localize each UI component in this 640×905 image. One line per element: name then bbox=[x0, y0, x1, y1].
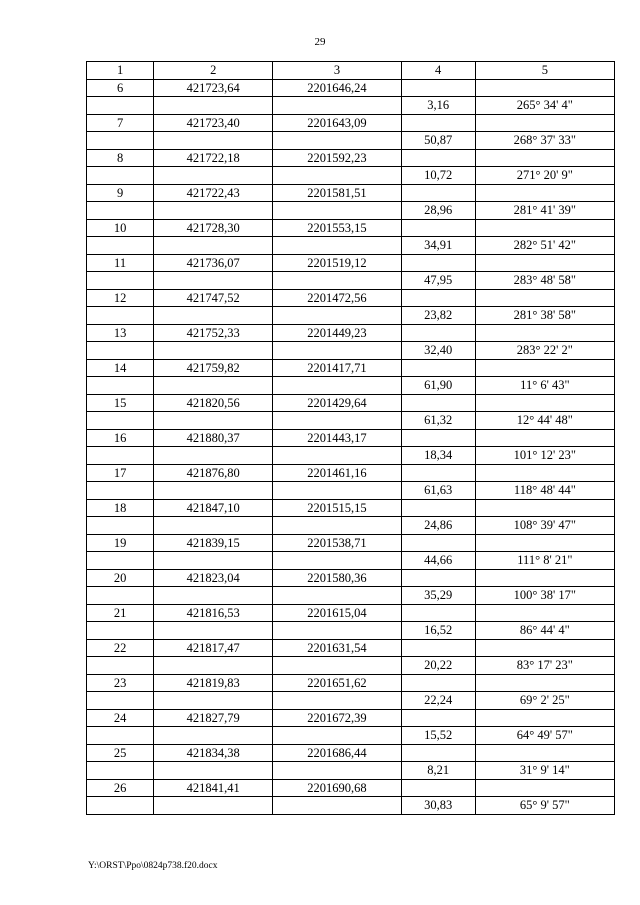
table-cell: 101° 12' 23" bbox=[475, 447, 614, 465]
table-cell: 2201686,44 bbox=[273, 744, 401, 762]
table-row bbox=[87, 342, 615, 360]
table-cell bbox=[273, 797, 401, 815]
table-cell bbox=[154, 237, 273, 255]
table-row bbox=[87, 797, 615, 815]
table-cell: 12° 44' 48" bbox=[475, 412, 614, 430]
table-cell: 421759,82 bbox=[154, 359, 273, 377]
table-cell: 2201443,17 bbox=[273, 429, 401, 447]
table-cell bbox=[87, 552, 154, 570]
table-cell: 50,87 bbox=[401, 132, 475, 150]
table-row bbox=[87, 587, 615, 605]
table-cell bbox=[401, 79, 475, 97]
table-cell bbox=[273, 272, 401, 290]
table-cell: 21 bbox=[87, 604, 154, 622]
table-row bbox=[87, 254, 615, 272]
table-cell: 2201615,04 bbox=[273, 604, 401, 622]
table-cell: 20 bbox=[87, 569, 154, 587]
table-cell bbox=[475, 324, 614, 342]
table-row bbox=[87, 429, 615, 447]
table-row bbox=[87, 149, 615, 167]
table-cell: 421834,38 bbox=[154, 744, 273, 762]
table-cell bbox=[154, 202, 273, 220]
table-cell: 268° 37' 33" bbox=[475, 132, 614, 150]
table-cell: 18 bbox=[87, 499, 154, 517]
table-cell: 11° 6' 43" bbox=[475, 377, 614, 395]
table-cell bbox=[154, 797, 273, 815]
table-cell bbox=[273, 132, 401, 150]
table-cell: 22 bbox=[87, 639, 154, 657]
table-cell bbox=[154, 132, 273, 150]
table-row bbox=[87, 289, 615, 307]
table-cell: 2201417,71 bbox=[273, 359, 401, 377]
table-cell bbox=[401, 429, 475, 447]
table-cell bbox=[87, 342, 154, 360]
table-cell: 421723,64 bbox=[154, 79, 273, 97]
table-row bbox=[87, 359, 615, 377]
table-row bbox=[87, 744, 615, 762]
table-cell: 2201553,15 bbox=[273, 219, 401, 237]
table-cell: 3,16 bbox=[401, 97, 475, 115]
table-cell: 10 bbox=[87, 219, 154, 237]
table-cell bbox=[401, 184, 475, 202]
table-cell: 64° 49' 57" bbox=[475, 727, 614, 745]
table-cell: 2201461,16 bbox=[273, 464, 401, 482]
table-cell bbox=[87, 517, 154, 535]
column-header: 5 bbox=[475, 62, 614, 80]
table-cell bbox=[154, 482, 273, 500]
table-cell: 2201631,54 bbox=[273, 639, 401, 657]
table-cell bbox=[475, 639, 614, 657]
table-cell: 65° 9' 57" bbox=[475, 797, 614, 815]
table-row bbox=[87, 412, 615, 430]
table-cell: 282° 51' 42" bbox=[475, 237, 614, 255]
table-header-row bbox=[87, 62, 615, 80]
table-cell bbox=[401, 219, 475, 237]
table-cell: 8 bbox=[87, 149, 154, 167]
table-row bbox=[87, 762, 615, 780]
table-cell bbox=[273, 692, 401, 710]
table-cell: 421880,37 bbox=[154, 429, 273, 447]
table-cell bbox=[401, 674, 475, 692]
table-cell: 2201672,39 bbox=[273, 709, 401, 727]
table-row bbox=[87, 219, 615, 237]
table-cell: 281° 41' 39" bbox=[475, 202, 614, 220]
table-cell: 421722,18 bbox=[154, 149, 273, 167]
table-cell: 2201449,23 bbox=[273, 324, 401, 342]
table-cell: 7 bbox=[87, 114, 154, 132]
table-cell bbox=[273, 167, 401, 185]
table-cell bbox=[154, 307, 273, 325]
table-header bbox=[87, 62, 615, 80]
table-cell bbox=[475, 79, 614, 97]
table-cell bbox=[401, 289, 475, 307]
column-header: 4 bbox=[401, 62, 475, 80]
table-cell bbox=[87, 132, 154, 150]
table-row bbox=[87, 692, 615, 710]
footer-file-path: Y:\ORST\Ppo\0824p738.f20.docx bbox=[88, 861, 218, 871]
table-row bbox=[87, 324, 615, 342]
table-cell: 34,91 bbox=[401, 237, 475, 255]
table-cell: 69° 2' 25" bbox=[475, 692, 614, 710]
table-cell bbox=[273, 412, 401, 430]
coordinates-table bbox=[86, 61, 615, 815]
table-cell: 30,83 bbox=[401, 797, 475, 815]
table-cell: 31° 9' 14" bbox=[475, 762, 614, 780]
table-cell: 118° 48' 44" bbox=[475, 482, 614, 500]
table-cell bbox=[273, 552, 401, 570]
table-cell: 26 bbox=[87, 779, 154, 797]
table-cell: 2201651,62 bbox=[273, 674, 401, 692]
table-cell bbox=[401, 464, 475, 482]
table-cell: 23 bbox=[87, 674, 154, 692]
table-cell bbox=[475, 184, 614, 202]
table-row bbox=[87, 657, 615, 675]
table-cell: 421876,80 bbox=[154, 464, 273, 482]
table-cell: 283° 22' 2" bbox=[475, 342, 614, 360]
table-cell bbox=[273, 587, 401, 605]
table-cell bbox=[401, 709, 475, 727]
table-cell bbox=[87, 237, 154, 255]
table-cell bbox=[475, 359, 614, 377]
table-cell: 28,96 bbox=[401, 202, 475, 220]
table-cell bbox=[87, 97, 154, 115]
table-cell: 2201580,36 bbox=[273, 569, 401, 587]
table-cell bbox=[273, 97, 401, 115]
table-cell bbox=[273, 342, 401, 360]
table-cell: 421728,30 bbox=[154, 219, 273, 237]
table-row bbox=[87, 552, 615, 570]
table-cell: 271° 20' 9" bbox=[475, 167, 614, 185]
table-cell bbox=[87, 762, 154, 780]
table-cell bbox=[475, 744, 614, 762]
table-cell: 9 bbox=[87, 184, 154, 202]
table-cell bbox=[273, 482, 401, 500]
table-cell bbox=[475, 219, 614, 237]
column-header: 2 bbox=[154, 62, 273, 80]
table-row bbox=[87, 272, 615, 290]
table-cell bbox=[475, 569, 614, 587]
table-cell bbox=[475, 254, 614, 272]
table-row bbox=[87, 167, 615, 185]
table-cell bbox=[475, 709, 614, 727]
table-cell bbox=[154, 342, 273, 360]
table-cell bbox=[273, 202, 401, 220]
table-cell: 11 bbox=[87, 254, 154, 272]
table-cell: 83° 17' 23" bbox=[475, 657, 614, 675]
table-cell bbox=[401, 359, 475, 377]
table-cell: 421820,56 bbox=[154, 394, 273, 412]
table-cell: 61,90 bbox=[401, 377, 475, 395]
table-cell bbox=[401, 499, 475, 517]
table-cell: 421847,10 bbox=[154, 499, 273, 517]
table-cell bbox=[87, 587, 154, 605]
table-row bbox=[87, 727, 615, 745]
table-cell: 421817,47 bbox=[154, 639, 273, 657]
table-cell: 14 bbox=[87, 359, 154, 377]
table-cell bbox=[87, 692, 154, 710]
table-cell bbox=[401, 149, 475, 167]
table-cell bbox=[475, 289, 614, 307]
table-cell: 421736,07 bbox=[154, 254, 273, 272]
table-row bbox=[87, 132, 615, 150]
table-cell bbox=[273, 762, 401, 780]
table-row bbox=[87, 114, 615, 132]
table-cell: 12 bbox=[87, 289, 154, 307]
table-cell bbox=[87, 272, 154, 290]
table-row bbox=[87, 709, 615, 727]
table-cell: 265° 34' 4" bbox=[475, 97, 614, 115]
table-cell bbox=[273, 657, 401, 675]
page-number: 29 bbox=[314, 36, 326, 48]
table-cell: 13 bbox=[87, 324, 154, 342]
table-cell: 10,72 bbox=[401, 167, 475, 185]
table-cell bbox=[154, 412, 273, 430]
table-row bbox=[87, 674, 615, 692]
table-cell: 111° 8' 21" bbox=[475, 552, 614, 570]
table-row bbox=[87, 184, 615, 202]
table-cell: 421722,43 bbox=[154, 184, 273, 202]
table-cell: 24,86 bbox=[401, 517, 475, 535]
table-row bbox=[87, 604, 615, 622]
table-cell bbox=[401, 114, 475, 132]
table-row bbox=[87, 639, 615, 657]
table-cell bbox=[154, 657, 273, 675]
table-cell bbox=[87, 412, 154, 430]
table-row bbox=[87, 202, 615, 220]
table-cell bbox=[273, 517, 401, 535]
table-cell bbox=[87, 447, 154, 465]
table-cell bbox=[401, 744, 475, 762]
table-cell bbox=[401, 394, 475, 412]
table-cell bbox=[401, 569, 475, 587]
table-cell: 2201592,23 bbox=[273, 149, 401, 167]
table-cell bbox=[87, 307, 154, 325]
table-body bbox=[87, 79, 615, 814]
table-cell bbox=[401, 779, 475, 797]
table-row bbox=[87, 534, 615, 552]
table-cell bbox=[273, 237, 401, 255]
table-cell: 2201646,24 bbox=[273, 79, 401, 97]
table-row bbox=[87, 464, 615, 482]
table-cell bbox=[475, 499, 614, 517]
table-cell: 16 bbox=[87, 429, 154, 447]
table-cell bbox=[475, 394, 614, 412]
table-row bbox=[87, 377, 615, 395]
table-cell bbox=[154, 622, 273, 640]
table-cell bbox=[475, 534, 614, 552]
table-cell: 61,63 bbox=[401, 482, 475, 500]
table-cell: 421839,15 bbox=[154, 534, 273, 552]
table-cell: 2201643,09 bbox=[273, 114, 401, 132]
table-cell: 421816,53 bbox=[154, 604, 273, 622]
table-cell bbox=[273, 377, 401, 395]
table-cell: 24 bbox=[87, 709, 154, 727]
table-cell bbox=[154, 97, 273, 115]
table-cell: 6 bbox=[87, 79, 154, 97]
table-cell: 2201519,12 bbox=[273, 254, 401, 272]
table-row bbox=[87, 499, 615, 517]
table-cell bbox=[475, 674, 614, 692]
table-cell bbox=[87, 622, 154, 640]
table-cell: 16,52 bbox=[401, 622, 475, 640]
table-cell bbox=[475, 149, 614, 167]
table-row bbox=[87, 517, 615, 535]
table-cell: 2201581,51 bbox=[273, 184, 401, 202]
table-cell bbox=[87, 167, 154, 185]
table-cell bbox=[154, 692, 273, 710]
table-cell bbox=[154, 447, 273, 465]
table-cell: 421823,04 bbox=[154, 569, 273, 587]
table-cell bbox=[154, 377, 273, 395]
table-cell bbox=[475, 779, 614, 797]
table-cell: 86° 44' 4" bbox=[475, 622, 614, 640]
table-cell bbox=[401, 639, 475, 657]
table-cell: 2201538,71 bbox=[273, 534, 401, 552]
table-cell: 100° 38' 17" bbox=[475, 587, 614, 605]
table-row bbox=[87, 97, 615, 115]
table-cell bbox=[154, 272, 273, 290]
table-cell bbox=[87, 797, 154, 815]
table-cell: 421841,41 bbox=[154, 779, 273, 797]
table-cell: 44,66 bbox=[401, 552, 475, 570]
table-cell: 47,95 bbox=[401, 272, 475, 290]
table-cell: 18,34 bbox=[401, 447, 475, 465]
table-cell: 421819,83 bbox=[154, 674, 273, 692]
table-cell: 421747,52 bbox=[154, 289, 273, 307]
table-cell bbox=[87, 482, 154, 500]
table-cell bbox=[87, 657, 154, 675]
table-cell: 19 bbox=[87, 534, 154, 552]
table-cell: 20,22 bbox=[401, 657, 475, 675]
table-cell bbox=[154, 762, 273, 780]
table-cell: 35,29 bbox=[401, 587, 475, 605]
table-row bbox=[87, 307, 615, 325]
table-cell: 2201515,15 bbox=[273, 499, 401, 517]
table-cell: 2201690,68 bbox=[273, 779, 401, 797]
table-cell bbox=[154, 517, 273, 535]
table-row bbox=[87, 482, 615, 500]
table-cell bbox=[401, 254, 475, 272]
table-row bbox=[87, 569, 615, 587]
table-cell bbox=[87, 202, 154, 220]
table-row bbox=[87, 622, 615, 640]
table-cell bbox=[87, 727, 154, 745]
table-cell: 421827,79 bbox=[154, 709, 273, 727]
table-cell bbox=[154, 727, 273, 745]
table-cell bbox=[401, 534, 475, 552]
table-cell bbox=[475, 429, 614, 447]
column-header: 1 bbox=[87, 62, 154, 80]
table-cell: 2201472,56 bbox=[273, 289, 401, 307]
table-cell bbox=[87, 377, 154, 395]
table-cell: 15,52 bbox=[401, 727, 475, 745]
table-cell bbox=[273, 727, 401, 745]
table-cell bbox=[401, 324, 475, 342]
table-cell: 421723,40 bbox=[154, 114, 273, 132]
table-cell: 32,40 bbox=[401, 342, 475, 360]
table-cell: 8,21 bbox=[401, 762, 475, 780]
table-row bbox=[87, 447, 615, 465]
table-row bbox=[87, 394, 615, 412]
table-cell: 61,32 bbox=[401, 412, 475, 430]
table-cell bbox=[273, 622, 401, 640]
table-cell bbox=[475, 604, 614, 622]
table-cell bbox=[154, 587, 273, 605]
table-row bbox=[87, 237, 615, 255]
table-row bbox=[87, 779, 615, 797]
table-cell bbox=[273, 307, 401, 325]
table-cell: 421752,33 bbox=[154, 324, 273, 342]
table-cell bbox=[475, 464, 614, 482]
table-cell bbox=[475, 114, 614, 132]
table-cell bbox=[401, 604, 475, 622]
table-cell bbox=[273, 447, 401, 465]
table-cell: 108° 39' 47" bbox=[475, 517, 614, 535]
table-cell: 2201429,64 bbox=[273, 394, 401, 412]
column-header: 3 bbox=[273, 62, 401, 80]
table-cell: 17 bbox=[87, 464, 154, 482]
table-cell: 283° 48' 58" bbox=[475, 272, 614, 290]
table-cell bbox=[154, 552, 273, 570]
table-row bbox=[87, 79, 615, 97]
table-cell: 25 bbox=[87, 744, 154, 762]
table-cell: 15 bbox=[87, 394, 154, 412]
table-cell: 23,82 bbox=[401, 307, 475, 325]
table-cell: 22,24 bbox=[401, 692, 475, 710]
table-cell bbox=[154, 167, 273, 185]
table-cell: 281° 38' 58" bbox=[475, 307, 614, 325]
